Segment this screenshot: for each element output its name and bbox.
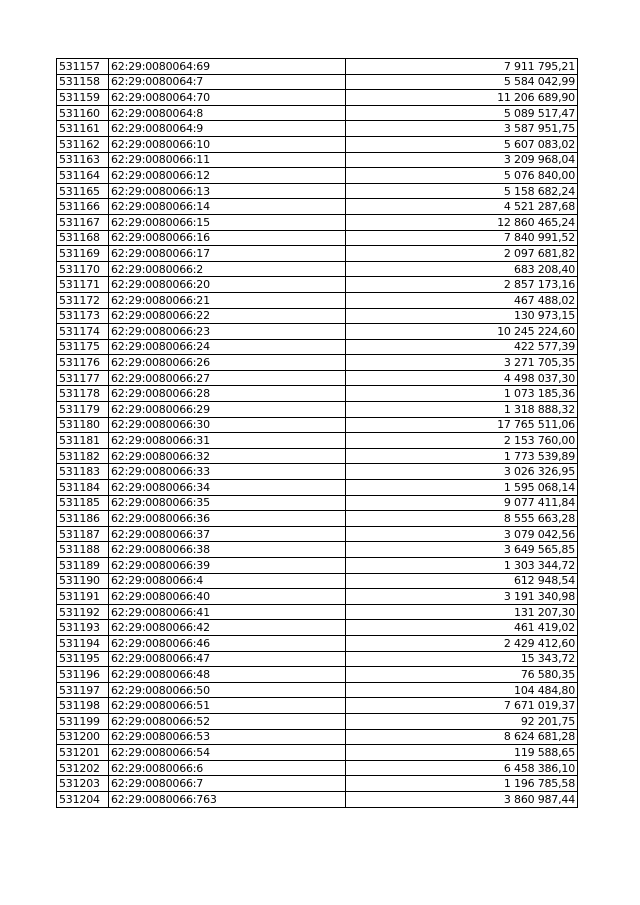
record-id-cell: 531182 (57, 448, 109, 464)
cadastral-value-cell: 119 588,65 (346, 745, 578, 761)
table-row (57, 433, 578, 449)
cadastral-value-cell: 8 624 681,28 (346, 729, 578, 745)
record-id-cell: 531198 (57, 698, 109, 714)
record-id-cell: 531181 (57, 433, 109, 449)
cadastral-number-cell: 62:29:0080066:51 (109, 698, 346, 714)
table-row (57, 168, 578, 184)
table-row (57, 526, 578, 542)
cadastral-number-cell: 62:29:0080066:21 (109, 292, 346, 308)
table-row (57, 355, 578, 371)
table-row (57, 589, 578, 605)
record-id-cell: 531163 (57, 152, 109, 168)
cadastral-value-cell: 3 079 042,56 (346, 526, 578, 542)
cadastral-value-cell: 2 429 412,60 (346, 635, 578, 651)
cadastral-value-cell: 4 498 037,30 (346, 370, 578, 386)
cadastral-value-cell: 1 073 185,36 (346, 386, 578, 402)
cadastral-value-cell: 2 857 173,16 (346, 277, 578, 293)
record-id-cell: 531169 (57, 246, 109, 262)
cadastral-number-cell: 62:29:0080066:14 (109, 199, 346, 215)
cadastral-value-cell: 7 840 991,52 (346, 230, 578, 246)
record-id-cell: 531179 (57, 402, 109, 418)
table-row (57, 480, 578, 496)
record-id-cell: 531195 (57, 651, 109, 667)
record-id-cell: 531194 (57, 635, 109, 651)
cadastral-number-cell: 62:29:0080064:70 (109, 90, 346, 106)
table-row (57, 776, 578, 792)
record-id-cell: 531166 (57, 199, 109, 215)
record-id-cell: 531196 (57, 667, 109, 683)
record-id-cell: 531184 (57, 480, 109, 496)
cadastral-value-cell: 2 097 681,82 (346, 246, 578, 262)
cadastral-value-cell: 130 973,15 (346, 308, 578, 324)
table-row (57, 682, 578, 698)
record-id-cell: 531173 (57, 308, 109, 324)
record-id-cell: 531161 (57, 121, 109, 137)
cadastral-value-cell: 11 206 689,90 (346, 90, 578, 106)
cadastral-value-cell: 12 860 465,24 (346, 214, 578, 230)
table-row (57, 339, 578, 355)
table-row (57, 261, 578, 277)
table-row (57, 729, 578, 745)
table-row (57, 246, 578, 262)
cadastral-value-cell: 5 607 083,02 (346, 136, 578, 152)
record-id-cell: 531164 (57, 168, 109, 184)
record-id-cell: 531158 (57, 74, 109, 90)
cadastral-value-cell: 131 207,30 (346, 604, 578, 620)
cadastral-number-cell: 62:29:0080066:52 (109, 713, 346, 729)
cadastral-value-cell: 15 343,72 (346, 651, 578, 667)
record-id-cell: 531190 (57, 573, 109, 589)
table-row (57, 620, 578, 636)
record-id-cell: 531193 (57, 620, 109, 636)
record-id-cell: 531186 (57, 511, 109, 527)
cadastral-value-cell: 104 484,80 (346, 682, 578, 698)
record-id-cell: 531180 (57, 417, 109, 433)
table-row (57, 698, 578, 714)
cadastral-number-cell: 62:29:0080066:17 (109, 246, 346, 262)
table-row (57, 59, 578, 75)
table-row (57, 370, 578, 386)
cadastral-number-cell: 62:29:0080066:38 (109, 542, 346, 558)
cadastral-number-cell: 62:29:0080066:4 (109, 573, 346, 589)
record-id-cell: 531162 (57, 136, 109, 152)
cadastral-value-cell: 422 577,39 (346, 339, 578, 355)
registry-table (56, 58, 578, 808)
table-row (57, 121, 578, 137)
table-row (57, 635, 578, 651)
cadastral-value-cell: 3 191 340,98 (346, 589, 578, 605)
cadastral-number-cell: 62:29:0080066:6 (109, 760, 346, 776)
cadastral-number-cell: 62:29:0080066:13 (109, 183, 346, 199)
table-row (57, 573, 578, 589)
table-row (57, 542, 578, 558)
table-row (57, 183, 578, 199)
record-id-cell: 531157 (57, 59, 109, 75)
cadastral-value-cell: 7 911 795,21 (346, 59, 578, 75)
cadastral-value-cell: 9 077 411,84 (346, 495, 578, 511)
cadastral-number-cell: 62:29:0080066:2 (109, 261, 346, 277)
record-id-cell: 531189 (57, 558, 109, 574)
cadastral-number-cell: 62:29:0080066:20 (109, 277, 346, 293)
cadastral-number-cell: 62:29:0080066:33 (109, 464, 346, 480)
table-row (57, 713, 578, 729)
record-id-cell: 531187 (57, 526, 109, 542)
cadastral-number-cell: 62:29:0080066:7 (109, 776, 346, 792)
cadastral-number-cell: 62:29:0080066:27 (109, 370, 346, 386)
cadastral-number-cell: 62:29:0080066:29 (109, 402, 346, 418)
cadastral-value-cell: 4 521 287,68 (346, 199, 578, 215)
record-id-cell: 531170 (57, 261, 109, 277)
record-id-cell: 531171 (57, 277, 109, 293)
record-id-cell: 531192 (57, 604, 109, 620)
cadastral-number-cell: 62:29:0080066:36 (109, 511, 346, 527)
cadastral-number-cell: 62:29:0080066:11 (109, 152, 346, 168)
table-row (57, 495, 578, 511)
cadastral-number-cell: 62:29:0080066:47 (109, 651, 346, 667)
cadastral-value-cell: 5 076 840,00 (346, 168, 578, 184)
record-id-cell: 531176 (57, 355, 109, 371)
record-id-cell: 531188 (57, 542, 109, 558)
cadastral-value-cell: 5 089 517,47 (346, 105, 578, 121)
record-id-cell: 531199 (57, 713, 109, 729)
cadastral-value-cell: 10 245 224,60 (346, 324, 578, 340)
table-row (57, 292, 578, 308)
cadastral-value-cell: 1 303 344,72 (346, 558, 578, 574)
cadastral-number-cell: 62:29:0080064:9 (109, 121, 346, 137)
record-id-cell: 531183 (57, 464, 109, 480)
cadastral-number-cell: 62:29:0080066:763 (109, 791, 346, 807)
record-id-cell: 531159 (57, 90, 109, 106)
table-row (57, 199, 578, 215)
record-id-cell: 531200 (57, 729, 109, 745)
cadastral-value-cell: 5 158 682,24 (346, 183, 578, 199)
cadastral-number-cell: 62:29:0080066:12 (109, 168, 346, 184)
cadastral-number-cell: 62:29:0080066:30 (109, 417, 346, 433)
table-row (57, 90, 578, 106)
cadastral-value-cell: 683 208,40 (346, 261, 578, 277)
table-row (57, 791, 578, 807)
record-id-cell: 531175 (57, 339, 109, 355)
table-row (57, 386, 578, 402)
cadastral-value-cell: 612 948,54 (346, 573, 578, 589)
cadastral-value-cell: 2 153 760,00 (346, 433, 578, 449)
cadastral-number-cell: 62:29:0080066:41 (109, 604, 346, 620)
table-row (57, 152, 578, 168)
cadastral-number-cell: 62:29:0080064:7 (109, 74, 346, 90)
table-row (57, 214, 578, 230)
record-id-cell: 531203 (57, 776, 109, 792)
record-id-cell: 531168 (57, 230, 109, 246)
cadastral-number-cell: 62:29:0080066:24 (109, 339, 346, 355)
cadastral-value-cell: 3 209 968,04 (346, 152, 578, 168)
record-id-cell: 531160 (57, 105, 109, 121)
record-id-cell: 531204 (57, 791, 109, 807)
table-row (57, 230, 578, 246)
cadastral-number-cell: 62:29:0080066:54 (109, 745, 346, 761)
table-row (57, 667, 578, 683)
record-id-cell: 531177 (57, 370, 109, 386)
cadastral-number-cell: 62:29:0080066:10 (109, 136, 346, 152)
cadastral-value-cell: 467 488,02 (346, 292, 578, 308)
cadastral-value-cell: 17 765 511,06 (346, 417, 578, 433)
table-row (57, 745, 578, 761)
record-id-cell: 531197 (57, 682, 109, 698)
cadastral-number-cell: 62:29:0080066:50 (109, 682, 346, 698)
cadastral-number-cell: 62:29:0080066:40 (109, 589, 346, 605)
cadastral-value-cell: 76 580,35 (346, 667, 578, 683)
table-row (57, 74, 578, 90)
table-row (57, 277, 578, 293)
table-row (57, 136, 578, 152)
cadastral-value-cell: 92 201,75 (346, 713, 578, 729)
table-row (57, 511, 578, 527)
cadastral-number-cell: 62:29:0080064:69 (109, 59, 346, 75)
table-body (57, 59, 578, 808)
record-id-cell: 531172 (57, 292, 109, 308)
cadastral-value-cell: 1 318 888,32 (346, 402, 578, 418)
cadastral-value-cell: 3 271 705,35 (346, 355, 578, 371)
cadastral-number-cell: 62:29:0080066:15 (109, 214, 346, 230)
table-row (57, 417, 578, 433)
record-id-cell: 531201 (57, 745, 109, 761)
cadastral-value-cell: 7 671 019,37 (346, 698, 578, 714)
cadastral-value-cell: 3 587 951,75 (346, 121, 578, 137)
cadastral-value-cell: 8 555 663,28 (346, 511, 578, 527)
record-id-cell: 531178 (57, 386, 109, 402)
cadastral-value-cell: 1 595 068,14 (346, 480, 578, 496)
cadastral-number-cell: 62:29:0080066:32 (109, 448, 346, 464)
table-row (57, 760, 578, 776)
cadastral-number-cell: 62:29:0080066:42 (109, 620, 346, 636)
table-row (57, 604, 578, 620)
table-row (57, 308, 578, 324)
record-id-cell: 531202 (57, 760, 109, 776)
cadastral-number-cell: 62:29:0080064:8 (109, 105, 346, 121)
record-id-cell: 531185 (57, 495, 109, 511)
record-id-cell: 531165 (57, 183, 109, 199)
table-row (57, 651, 578, 667)
cadastral-value-cell: 3 026 326,95 (346, 464, 578, 480)
cadastral-number-cell: 62:29:0080066:34 (109, 480, 346, 496)
cadastral-value-cell: 1 196 785,58 (346, 776, 578, 792)
cadastral-number-cell: 62:29:0080066:22 (109, 308, 346, 324)
table-row (57, 558, 578, 574)
cadastral-value-cell: 461 419,02 (346, 620, 578, 636)
cadastral-number-cell: 62:29:0080066:48 (109, 667, 346, 683)
cadastral-value-cell: 1 773 539,89 (346, 448, 578, 464)
record-id-cell: 531191 (57, 589, 109, 605)
cadastral-value-cell: 5 584 042,99 (346, 74, 578, 90)
cadastral-value-cell: 3 649 565,85 (346, 542, 578, 558)
cadastral-number-cell: 62:29:0080066:53 (109, 729, 346, 745)
cadastral-number-cell: 62:29:0080066:37 (109, 526, 346, 542)
cadastral-number-cell: 62:29:0080066:16 (109, 230, 346, 246)
cadastral-number-cell: 62:29:0080066:39 (109, 558, 346, 574)
cadastral-number-cell: 62:29:0080066:31 (109, 433, 346, 449)
table-row (57, 448, 578, 464)
cadastral-number-cell: 62:29:0080066:35 (109, 495, 346, 511)
cadastral-number-cell: 62:29:0080066:28 (109, 386, 346, 402)
record-id-cell: 531174 (57, 324, 109, 340)
cadastral-number-cell: 62:29:0080066:23 (109, 324, 346, 340)
cadastral-value-cell: 6 458 386,10 (346, 760, 578, 776)
table-row (57, 105, 578, 121)
record-id-cell: 531167 (57, 214, 109, 230)
table-row (57, 402, 578, 418)
cadastral-value-cell: 3 860 987,44 (346, 791, 578, 807)
table-row (57, 464, 578, 480)
table-row (57, 324, 578, 340)
cadastral-number-cell: 62:29:0080066:46 (109, 635, 346, 651)
cadastral-number-cell: 62:29:0080066:26 (109, 355, 346, 371)
